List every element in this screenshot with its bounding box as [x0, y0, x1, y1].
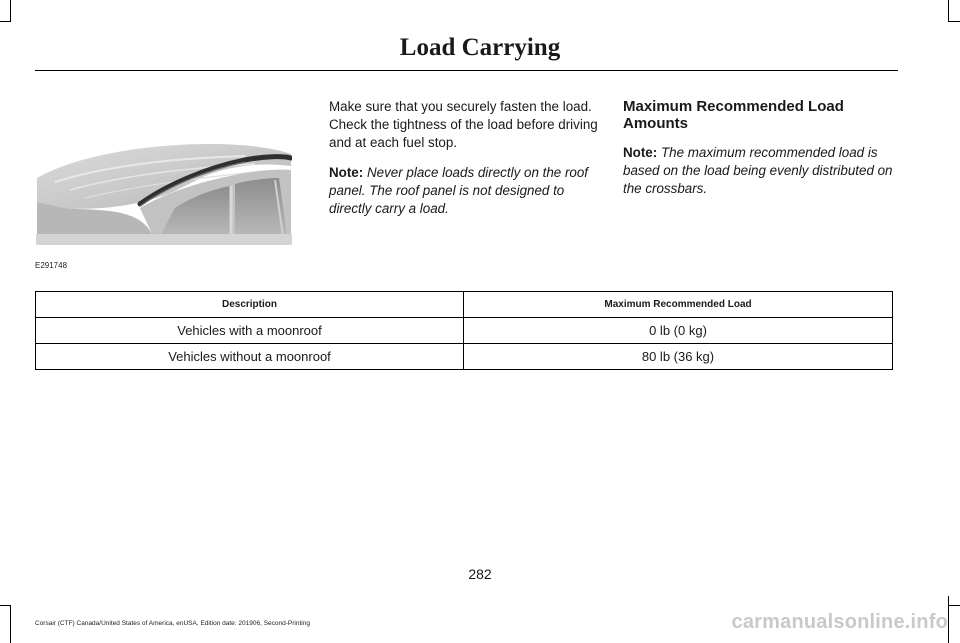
table-row	[36, 318, 893, 344]
page-title: Load Carrying	[399, 34, 561, 61]
crop-mark-top-right-h	[948, 21, 960, 22]
right-column	[623, 98, 898, 210]
column-header-max-load: Maximum Recommended Load	[464, 292, 893, 318]
figure-code: E291748	[35, 261, 68, 270]
page-number: 282	[468, 566, 492, 582]
footer-edition-text: Corsair (CTF) Canada/United States of America, enUSA, Edition date: 201906, Second-Printing	[35, 620, 310, 627]
crop-mark-top-right-v	[948, 0, 949, 22]
roof-rack-illustration	[35, 96, 293, 246]
crop-mark-bottom-left-h	[0, 605, 11, 606]
crop-mark-top-left-v	[10, 0, 11, 22]
crop-mark-top-left-h	[0, 21, 11, 22]
watermark: carmanualsonline.info	[731, 611, 948, 633]
table-cell-max-load: 80 lb (36 kg)	[464, 344, 893, 370]
middle-column	[329, 98, 604, 230]
table-row	[36, 344, 893, 370]
secure-load-paragraph: Make sure that you securely fasten the load. Check the tightness of the load before driving and at each fuel stop.	[329, 99, 598, 150]
section-heading: Maximum Recommended Load Amounts	[623, 98, 844, 132]
note-text: The maximum recommended load is based on the load being evenly distributed on the crossbars.	[623, 145, 893, 196]
column-header-description: Description	[36, 292, 464, 318]
crossbar-note	[623, 144, 898, 198]
note-label: Note:	[329, 165, 364, 180]
table-cell-description: Vehicles with a moonroof	[36, 318, 464, 344]
crop-mark-bottom-right-v	[948, 596, 949, 643]
crop-mark-bottom-right-h	[948, 605, 960, 606]
table-cell-description: Vehicles without a moonroof	[36, 344, 464, 370]
load-table	[35, 291, 893, 370]
note-text: Never place loads directly on the roof panel. The roof panel is not designed to directly carry a load.	[329, 165, 589, 216]
table-cell-max-load: 0 lb (0 kg)	[464, 318, 893, 344]
roof-panel-note	[329, 164, 604, 218]
header-rule	[35, 70, 898, 71]
crop-mark-bottom-left-v	[10, 605, 11, 643]
note-label: Note:	[623, 145, 658, 160]
table-header-row	[36, 292, 893, 318]
